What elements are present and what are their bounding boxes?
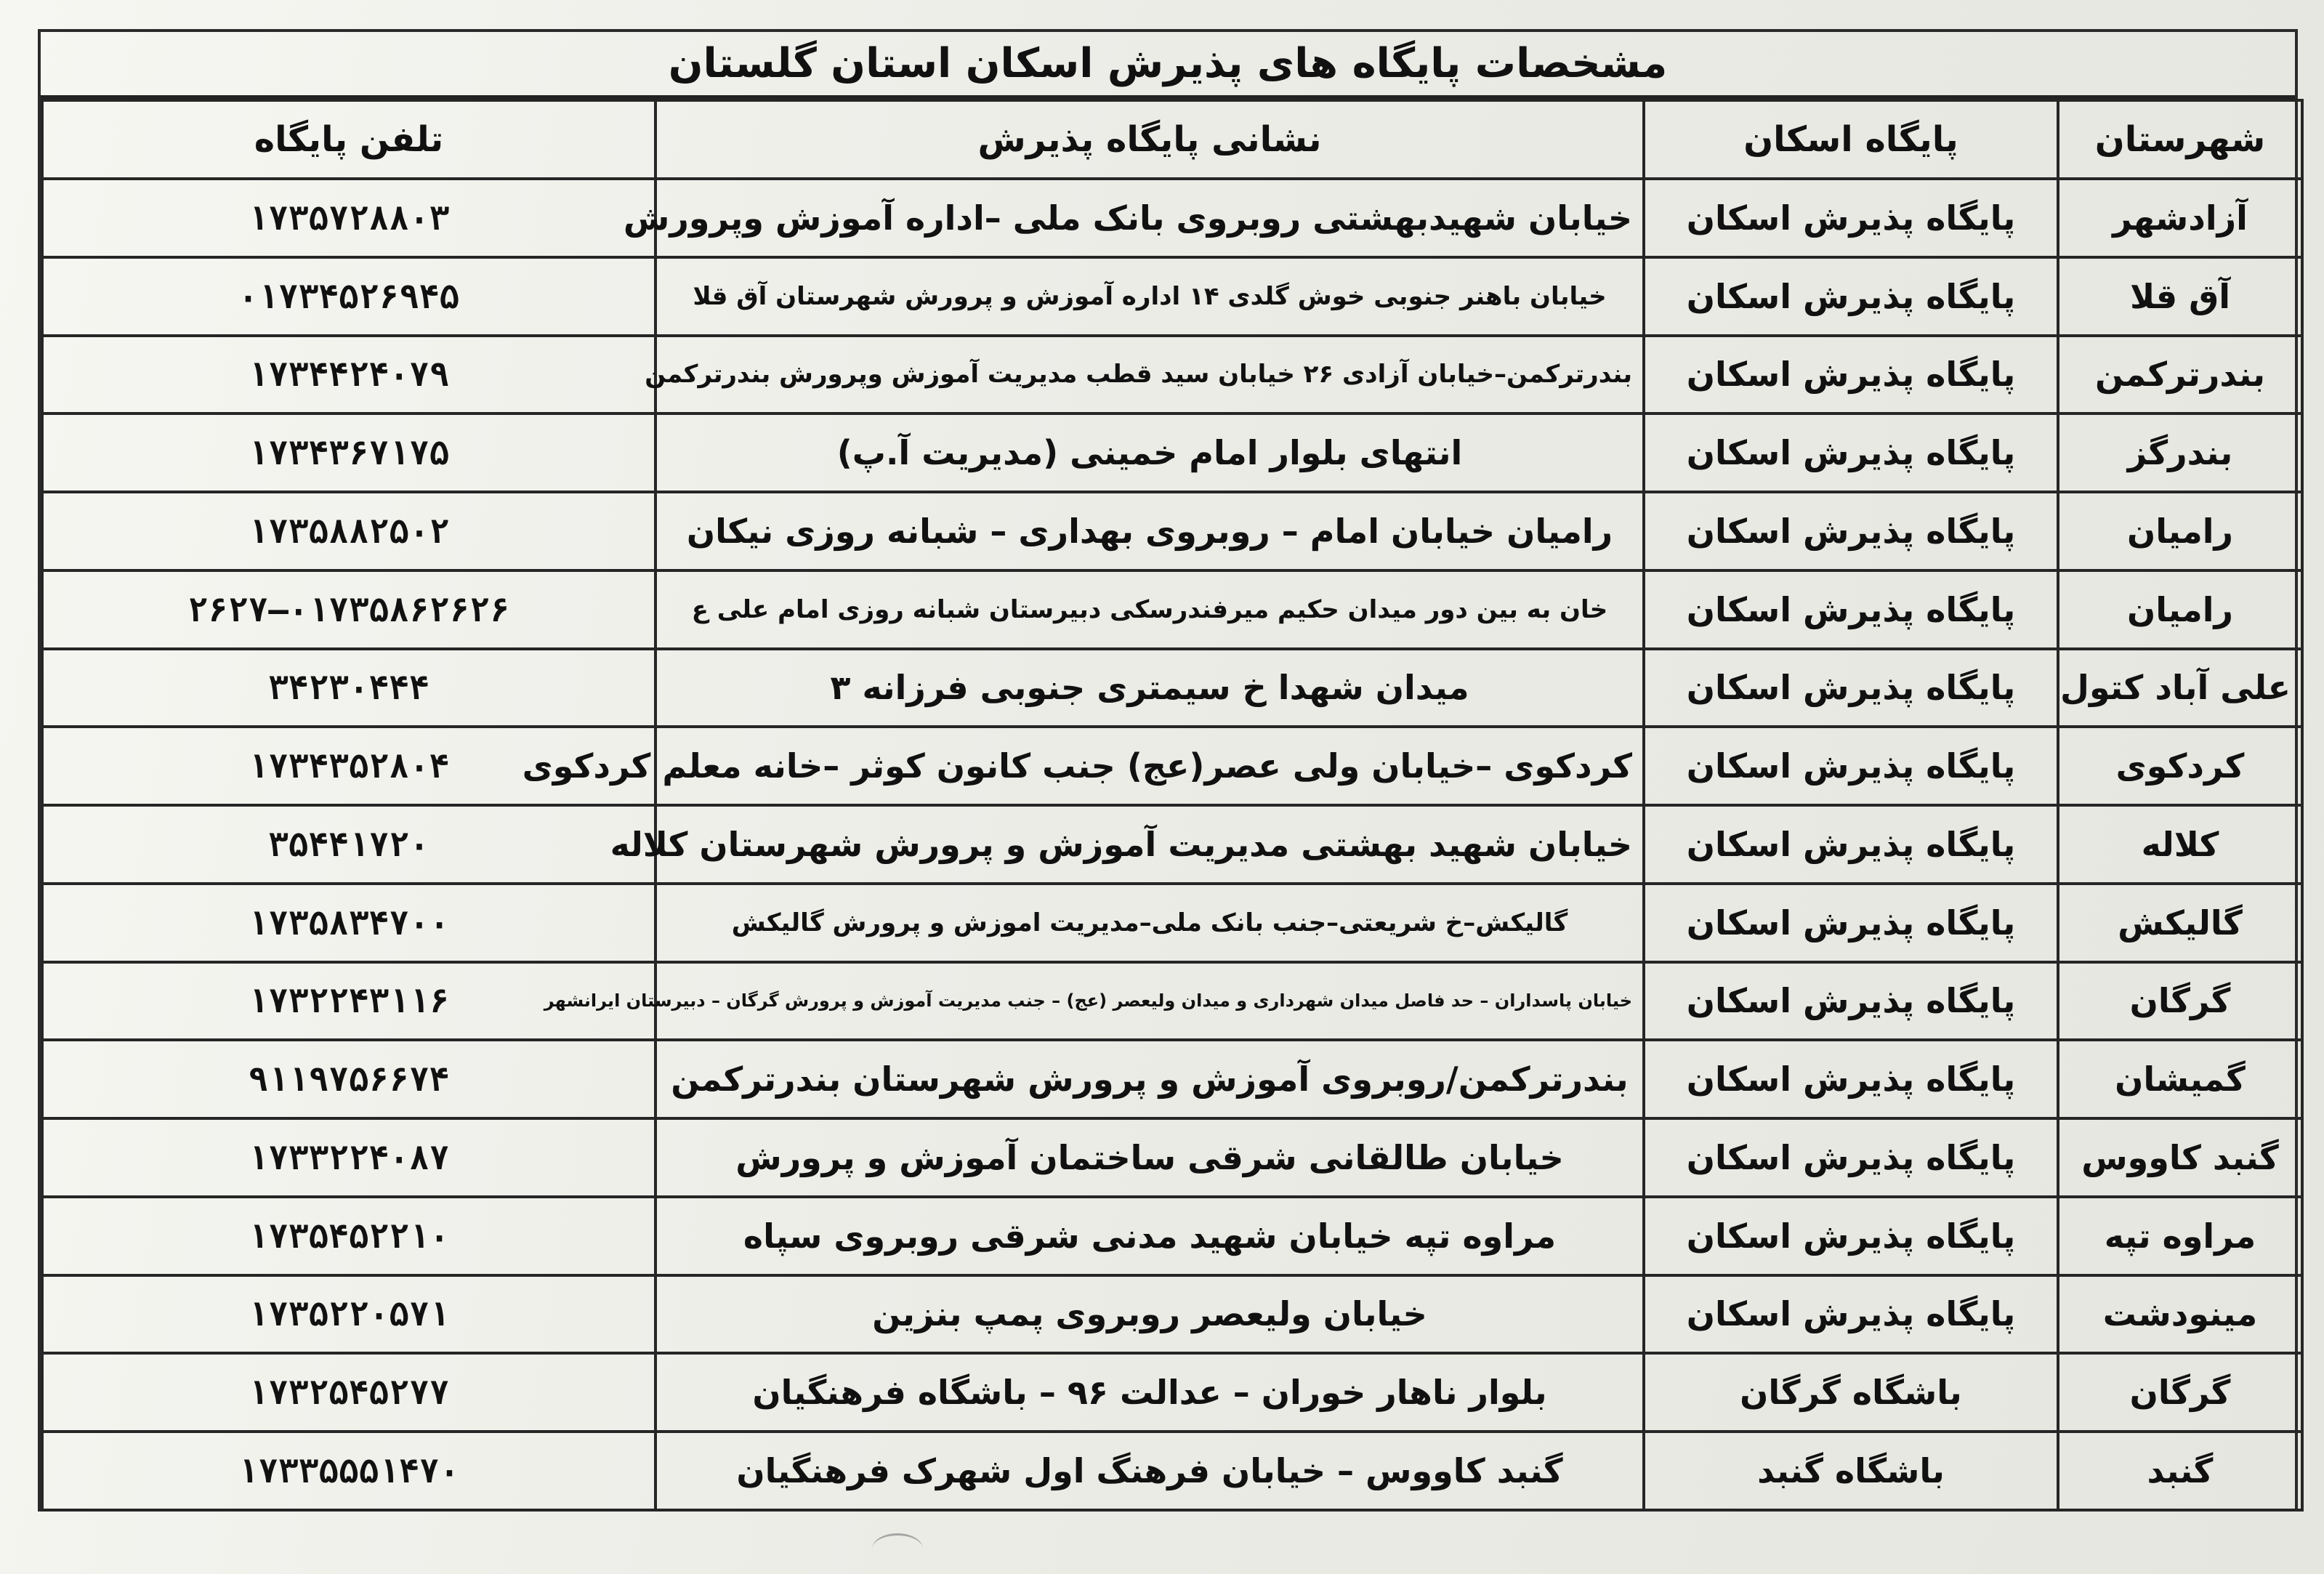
table-row (42, 336, 2302, 414)
cell-city: کلاله (2058, 805, 2302, 884)
cell-phone: ۰۱۷۳۵۸۶۲۶۲۶–۲۶۲۷ (42, 570, 655, 649)
table-row (42, 962, 2302, 1041)
table-row (42, 649, 2302, 727)
cell-phone: ۱۷۳۳۵۵۵۱۴۷۰ (42, 1432, 655, 1510)
cell-base: باشگاه گنبد (1644, 1432, 2058, 1510)
cell-phone: ۱۷۳۵۸۸۲۵۰۲ (42, 492, 655, 570)
cell-city: گنبد (2058, 1432, 2302, 1510)
cell-base: پایگاه پذیرش اسکان (1644, 1197, 2058, 1275)
cell-city: رامیان (2058, 570, 2302, 649)
table-row (42, 805, 2302, 884)
cell-base: پایگاه پذیرش اسکان (1644, 336, 2058, 414)
cell-address: رامیان خیابان امام – روبروی بهداری – شبانه روزی نیکان (655, 492, 1644, 570)
cell-address: میدان شهدا خ سیمتری جنوبی فرزانه ۳ (655, 649, 1644, 727)
table-row (42, 884, 2302, 962)
cell-city: کردکوی (2058, 727, 2302, 805)
cell-phone: ۱۷۳۵۲۲۰۵۷۱ (42, 1275, 655, 1354)
cell-phone: ۱۷۳۲۲۴۳۱۱۶ (42, 962, 655, 1041)
cell-address: مراوه تپه خیابان شهید مدنی شرقی روبروی سپاه (655, 1197, 1644, 1275)
cell-base: پایگاه پذیرش اسکان (1644, 649, 2058, 727)
cell-phone: ۱۷۳۲۵۴۵۲۷۷ (42, 1353, 655, 1432)
cell-city: آق قلا (2058, 257, 2302, 336)
cell-phone: ۱۷۳۴۳۶۷۱۷۵ (42, 413, 655, 492)
table-row (42, 1040, 2302, 1118)
header-city: شهرستان (2058, 100, 2302, 179)
table-header-row (42, 100, 2302, 179)
cell-phone: ۳۵۴۴۱۷۲۰ (42, 805, 655, 884)
cell-base: پایگاه پذیرش اسکان (1644, 570, 2058, 649)
table-row (42, 179, 2302, 257)
cell-phone: ۰۱۷۳۴۵۲۶۹۴۵ (42, 257, 655, 336)
cell-address: خیابان باهنر جنوبی خوش گلدی ۱۴ اداره آموزش و پرورش شهرستان آق قلا (655, 257, 1644, 336)
bases-table (41, 99, 2304, 1512)
cell-base: پایگاه پذیرش اسکان (1644, 413, 2058, 492)
cell-phone: ۳۴۲۳۰۴۴۴ (42, 649, 655, 727)
cell-base: پایگاه پذیرش اسکان (1644, 727, 2058, 805)
cell-base: پایگاه پذیرش اسکان (1644, 962, 2058, 1041)
table-row (42, 1118, 2302, 1197)
table-row (42, 1275, 2302, 1354)
cell-address: خان به بین دور میدان حکیم میرفندرسکی دبیرستان شبانه روزی امام علی ع (655, 570, 1644, 649)
cell-phone: ۱۷۳۵۷۲۸۸۰۳ (42, 179, 655, 257)
document-title: مشخصات پایگاه های پذیرش اسکان استان گلستان (668, 40, 1668, 87)
cell-address: خیابان ولیعصر روبروی پمپ بنزین (655, 1275, 1644, 1354)
cell-city: علی آباد کتول (2058, 649, 2302, 727)
cell-city: مراوه تپه (2058, 1197, 2302, 1275)
cell-base: پایگاه پذیرش اسکان (1644, 884, 2058, 962)
table-row (42, 257, 2302, 336)
cell-city: آزادشهر (2058, 179, 2302, 257)
cell-address: خیابان طالقانی شرقی ساختمان آموزش و پرورش (655, 1118, 1644, 1197)
cell-city: بندرترکمن (2058, 336, 2302, 414)
cell-base: پایگاه پذیرش اسکان (1644, 1040, 2058, 1118)
cell-address: خیابان پاسداران – حد فاصل میدان شهرداری و میدان ولیعصر (عج) – جنب مدیریت آموزش و پرورش گرگان – دبیرستان ایرانشهر (655, 962, 1644, 1041)
cell-phone: ۱۷۳۵۸۳۴۷۰۰ (42, 884, 655, 962)
cell-address: کردکوی –خیابان ولی عصر(عج) جنب کانون کوثر –خانه معلم کردکوی (655, 727, 1644, 805)
stamp-mark (872, 1533, 923, 1565)
cell-base: پایگاه پذیرش اسکان (1644, 1118, 2058, 1197)
cell-phone: ۱۷۳۳۲۲۴۰۸۷ (42, 1118, 655, 1197)
cell-city: گرگان (2058, 1353, 2302, 1432)
cell-address: گنبد کاووس – خیابان فرهنگ اول شهرک فرهنگیان (655, 1432, 1644, 1510)
cell-city: بندرگز (2058, 413, 2302, 492)
cell-base: پایگاه پذیرش اسکان (1644, 1275, 2058, 1354)
header-phone: تلفن پایگاه (42, 100, 655, 179)
cell-phone: ۱۷۳۴۳۵۲۸۰۴ (42, 727, 655, 805)
cell-base: پایگاه پذیرش اسکان (1644, 179, 2058, 257)
cell-address: خیابان شهید بهشتی مدیریت آموزش و پرورش شهرستان کلاله (655, 805, 1644, 884)
cell-phone: ۱۷۳۵۴۵۲۲۱۰ (42, 1197, 655, 1275)
table-body (42, 179, 2302, 1510)
table-row (42, 492, 2302, 570)
cell-base: پایگاه پذیرش اسکان (1644, 805, 2058, 884)
document-sheet (38, 29, 2298, 1512)
cell-base: باشگاه گرگان (1644, 1353, 2058, 1432)
table-row (42, 727, 2302, 805)
cell-address: بندرترکمن/روبروی آموزش و پرورش شهرستان بندرترکمن (655, 1040, 1644, 1118)
cell-city: رامیان (2058, 492, 2302, 570)
cell-phone: ۹۱۱۹۷۵۶۶۷۴ (42, 1040, 655, 1118)
cell-city: گرگان (2058, 962, 2302, 1041)
table-row (42, 1197, 2302, 1275)
cell-phone: ۱۷۳۴۴۲۴۰۷۹ (42, 336, 655, 414)
table-row (42, 1353, 2302, 1432)
table-row (42, 1432, 2302, 1510)
table-row (42, 570, 2302, 649)
title-bar (41, 32, 2295, 99)
cell-city: گنبد کاووس (2058, 1118, 2302, 1197)
cell-base: پایگاه پذیرش اسکان (1644, 257, 2058, 336)
cell-base: پایگاه پذیرش اسکان (1644, 492, 2058, 570)
cell-city: گالیکش (2058, 884, 2302, 962)
cell-address: بندرترکمن–خیابان آزادی ۲۶ خیابان سید قطب مدیریت آموزش وپرورش بندرترکمن (655, 336, 1644, 414)
cell-city: مینودشت (2058, 1275, 2302, 1354)
cell-address: خیابان شهیدبهشتی روبروی بانک ملی –اداره آموزش وپرورش (655, 179, 1644, 257)
table-row (42, 413, 2302, 492)
cell-city: گمیشان (2058, 1040, 2302, 1118)
cell-address: بلوار ناهار خوران – عدالت ۹۶ – باشگاه فرهنگیان (655, 1353, 1644, 1432)
header-address: نشانی پایگاه پذیرش (655, 100, 1644, 179)
header-base: پایگاه اسکان (1644, 100, 2058, 179)
cell-address: انتهای بلوار امام خمینی (مدیریت آ.پ) (655, 413, 1644, 492)
cell-address: گالیکش–خ شریعتی–جنب بانک ملی–مدیریت اموزش و پرورش گالیکش (655, 884, 1644, 962)
